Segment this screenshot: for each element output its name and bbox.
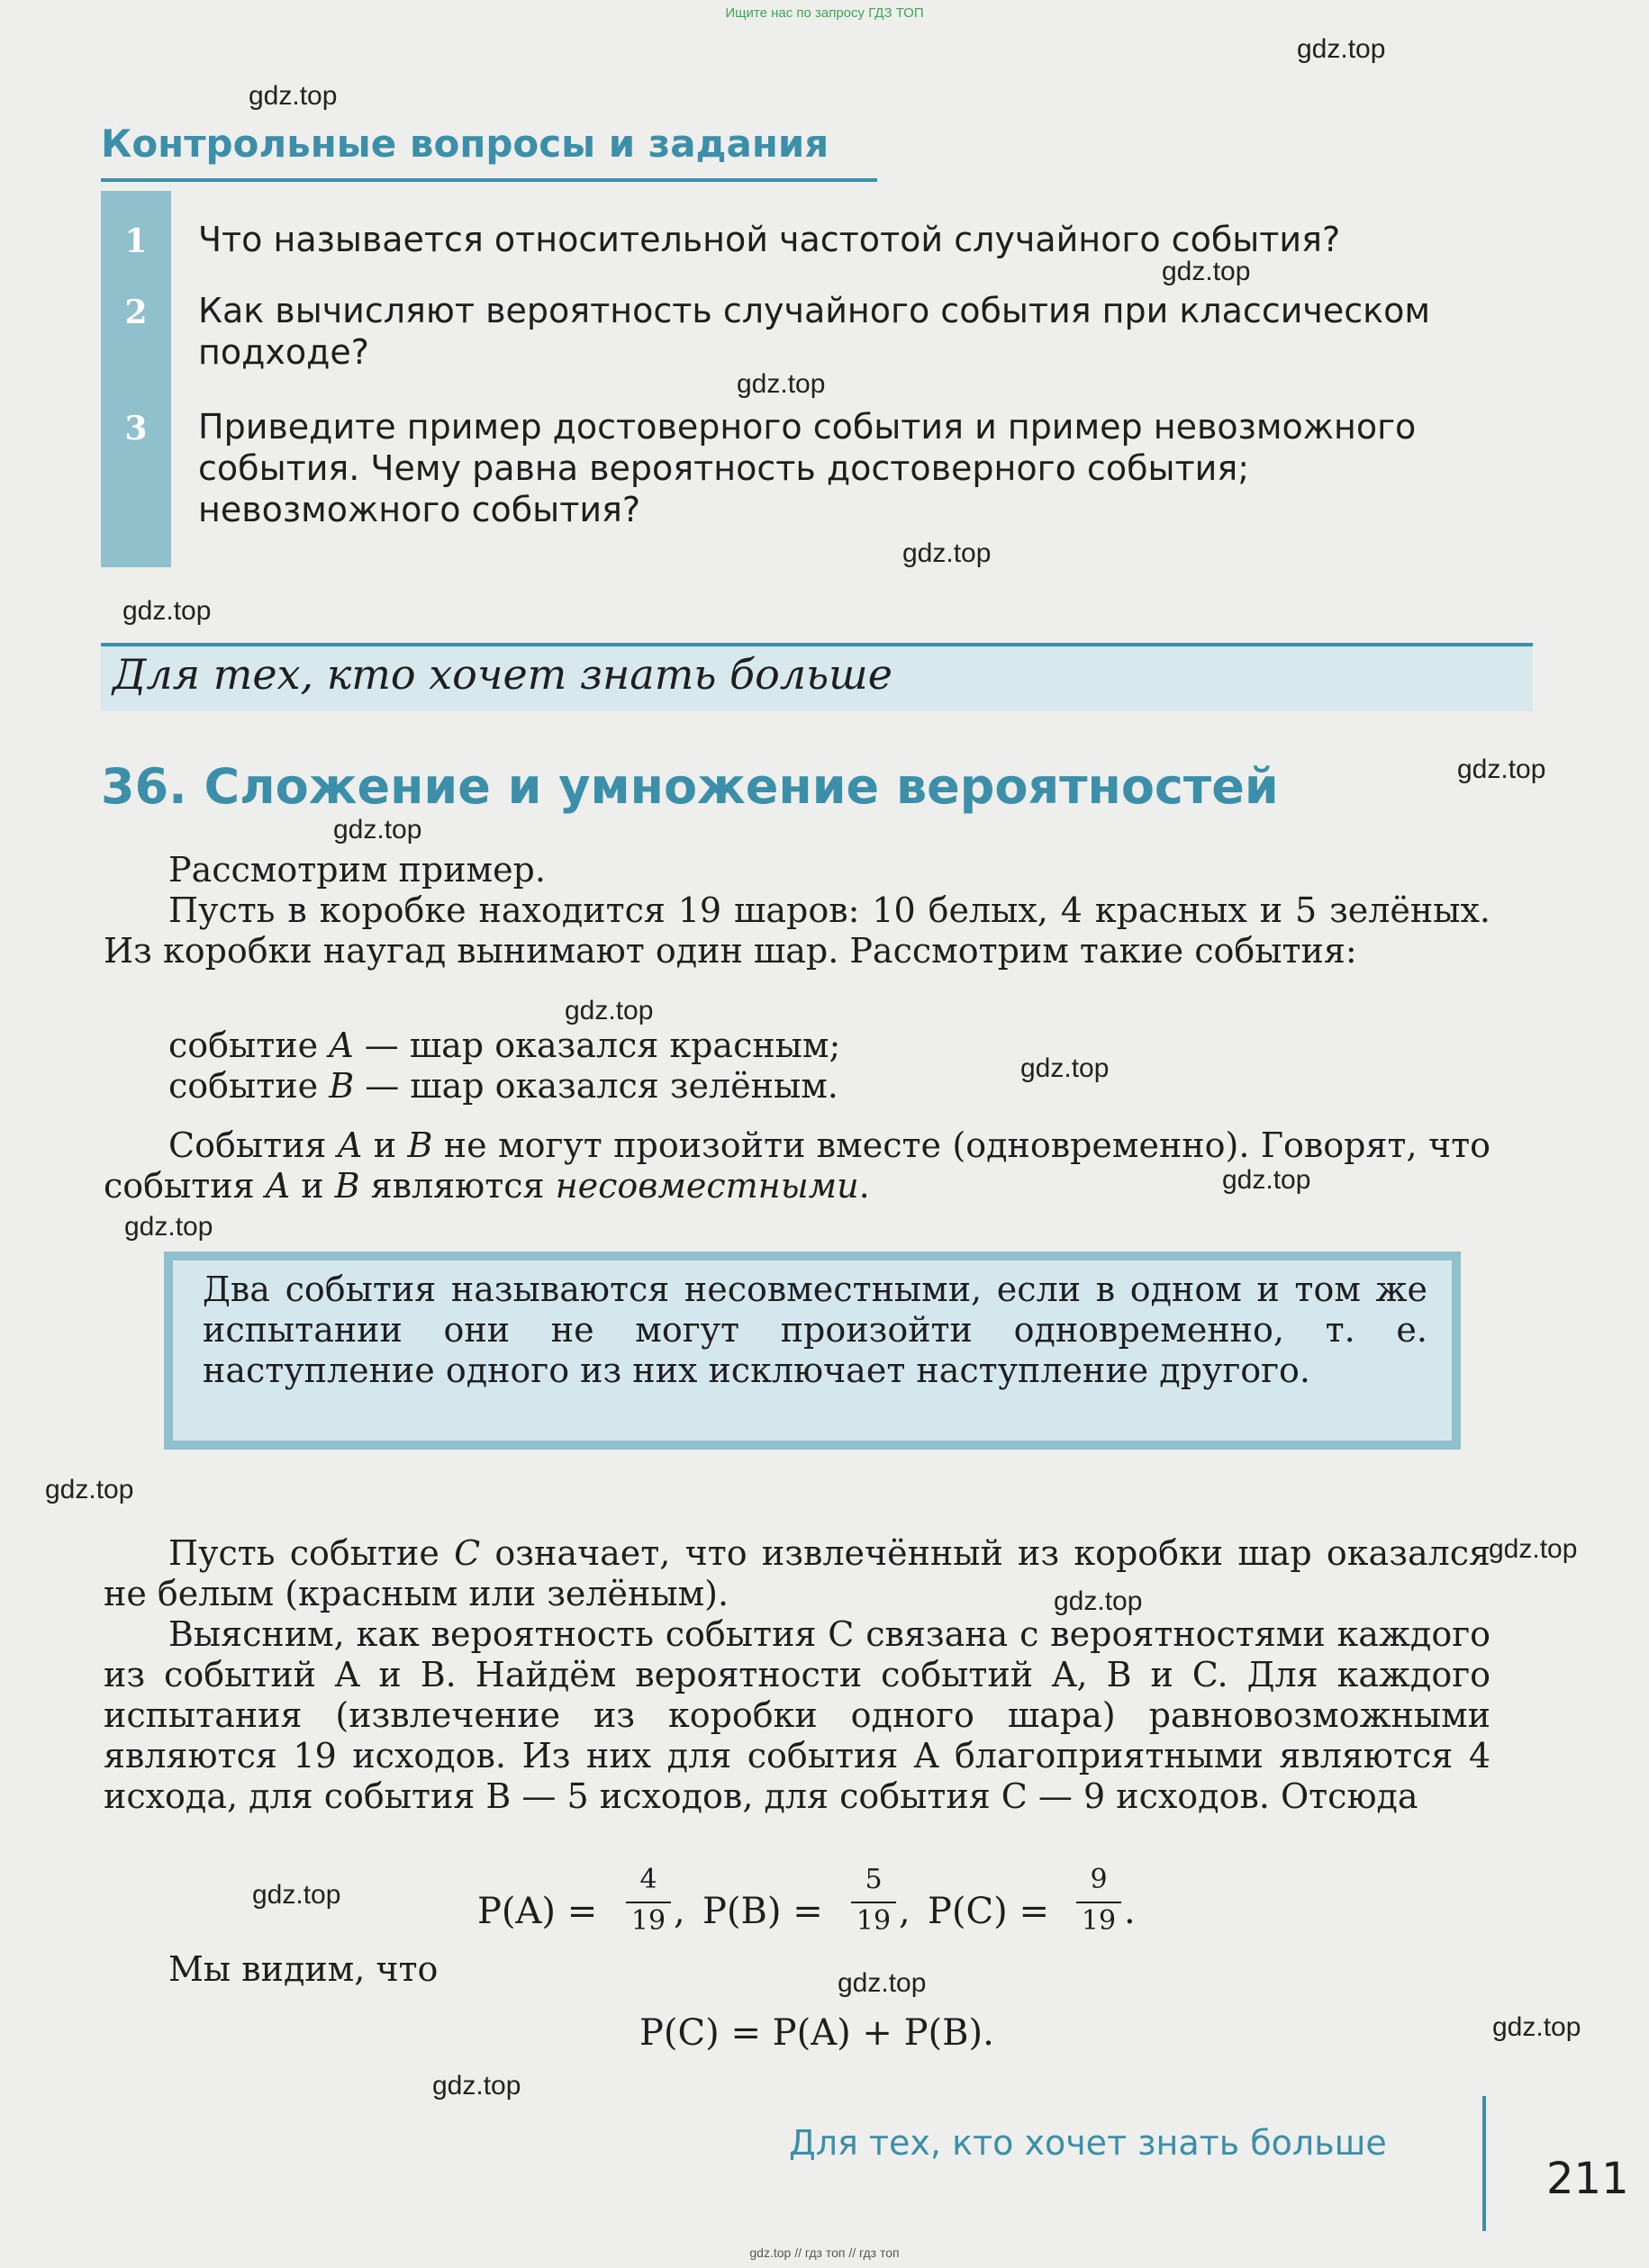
- questions-divider: [101, 178, 877, 182]
- event-b-var: B: [329, 1066, 355, 1106]
- watermark: gdz.top: [252, 1880, 341, 1910]
- var: B: [334, 1166, 360, 1206]
- formula-end: .: [1124, 1891, 1136, 1932]
- event-a-text: — шар оказался красным;: [353, 1026, 841, 1065]
- formula-pc: P(C) =: [928, 1891, 1049, 1932]
- formula-probabilities: [477, 1864, 1198, 1945]
- event-b-prefix: событие: [168, 1066, 330, 1106]
- watermark: gdz.top: [1489, 1534, 1578, 1564]
- var: B: [407, 1125, 433, 1165]
- formula-pb: P(B) =: [702, 1891, 823, 1932]
- text: и: [290, 1166, 335, 1206]
- text: Пусть событие: [168, 1533, 455, 1573]
- watermark: gdz.top: [838, 1968, 927, 1998]
- watermark: gdz.top: [122, 596, 212, 626]
- text: .: [858, 1166, 870, 1206]
- frac-bar: [1076, 1902, 1121, 1903]
- term: несовместными: [555, 1166, 859, 1206]
- watermark: gdz.top: [1162, 257, 1251, 286]
- question-text: Как вычисляют вероятность случайного события при классическом подходе?: [198, 291, 1430, 372]
- watermark: gdz.top: [45, 1475, 134, 1504]
- frac-bar: [851, 1902, 896, 1903]
- question-text: Что называется относительной частотой случайного события?: [198, 220, 1341, 259]
- event-a: [168, 1026, 840, 1066]
- text: и: [362, 1125, 408, 1165]
- frac-denominator: 19: [630, 1905, 666, 1937]
- watermark: gdz.top: [902, 538, 992, 568]
- frac-bar: [626, 1902, 671, 1903]
- event-b-text: — шар оказался зелёным.: [354, 1066, 838, 1106]
- watermark: gdz.top: [737, 369, 826, 399]
- question-number: 3: [124, 410, 148, 447]
- watermark: gdz.top: [1457, 754, 1546, 784]
- event-b: [168, 1066, 838, 1107]
- var: A: [337, 1125, 363, 1165]
- watermark: gdz.top: [1297, 34, 1386, 64]
- text: События: [168, 1125, 338, 1165]
- watermark: gdz.top: [333, 815, 422, 845]
- event-a-prefix: событие: [168, 1026, 330, 1065]
- frac-numerator: 4: [639, 1864, 657, 1895]
- paragraph: Мы видим, что: [168, 1949, 439, 1989]
- more-title: Для тех, кто хочет знать больше: [113, 650, 892, 699]
- page-number: 211: [1546, 2154, 1629, 2204]
- questions-title: Контрольные вопросы и задания: [101, 122, 829, 166]
- definition-text: Два события называются несовместными, если в одном и том же испытании они не могут произойти одновременно, т. е. наступление одного из них исключает наступление другого.: [203, 1270, 1427, 1390]
- frac-denominator: 19: [856, 1905, 892, 1937]
- paragraph: [104, 1125, 1490, 1206]
- text: не могут произойти вместе (одновременно). Говорят, что события: [104, 1125, 1490, 1206]
- top-note: Ищите нас по запросу ГДЗ ТОП: [725, 5, 924, 21]
- var: A: [265, 1166, 291, 1206]
- watermark: gdz.top: [124, 1212, 213, 1242]
- frac-numerator: 9: [1090, 1864, 1108, 1895]
- bottom-note: gdz.top // гдз топ // гдз топ: [749, 2245, 900, 2260]
- text: означает, что извлечённый из коробки шар оказался не белым (красным или зелёным).: [104, 1533, 1490, 1613]
- watermark: gdz.top: [432, 2071, 521, 2101]
- question-number: 2: [124, 294, 148, 331]
- var: C: [454, 1533, 481, 1573]
- formula-sep: ,: [899, 1891, 911, 1932]
- frac-numerator: 5: [865, 1864, 883, 1895]
- watermark: gdz.top: [565, 996, 654, 1026]
- paragraph: [104, 1533, 1490, 1614]
- watermark: gdz.top: [1492, 2012, 1581, 2042]
- footer-text: Для тех, кто хочет знать больше: [789, 2123, 1387, 2163]
- event-a-var: A: [329, 1026, 354, 1065]
- paragraph: Пусть в коробке находится 19 шаров: 10 белых, 4 красных и 5 зелёных. Из коробки наугад вынимают один шар. Рассмотрим такие события:: [104, 890, 1490, 971]
- watermark: gdz.top: [249, 81, 338, 111]
- frac-denominator: 19: [1081, 1905, 1117, 1937]
- watermark: gdz.top: [1020, 1053, 1110, 1083]
- question-text: Приведите пример достоверного события и пример невозможного события. Чему равна вероятность достоверного события; невозможного события?: [198, 407, 1417, 529]
- question-number: 1: [124, 222, 148, 260]
- formula-sep: ,: [674, 1891, 685, 1932]
- formula-pa: P(A) =: [477, 1891, 598, 1932]
- text: являются: [359, 1166, 556, 1206]
- footer-divider: [1482, 2096, 1486, 2231]
- section-title: 36. Сложение и умножение вероятностей: [101, 758, 1279, 815]
- paragraph: Рассмотрим пример.: [168, 850, 546, 890]
- watermark: gdz.top: [1222, 1165, 1311, 1195]
- watermark: gdz.top: [1054, 1586, 1143, 1616]
- formula-sum: P(C) = P(A) + P(B).: [639, 2012, 994, 2054]
- paragraph: Выясним, как вероятность события C связана с вероятностями каждого из событий A и B. Найдём вероятности событий A, B и C. Для каждого испытания (извлечение из коробки одного шара) равновозможными являются 19 исходов. Из них для события A благоприятными являются 4 исхода, для события B — 5 исходов, для события C — 9 исходов. Отсюда: [104, 1614, 1490, 1816]
